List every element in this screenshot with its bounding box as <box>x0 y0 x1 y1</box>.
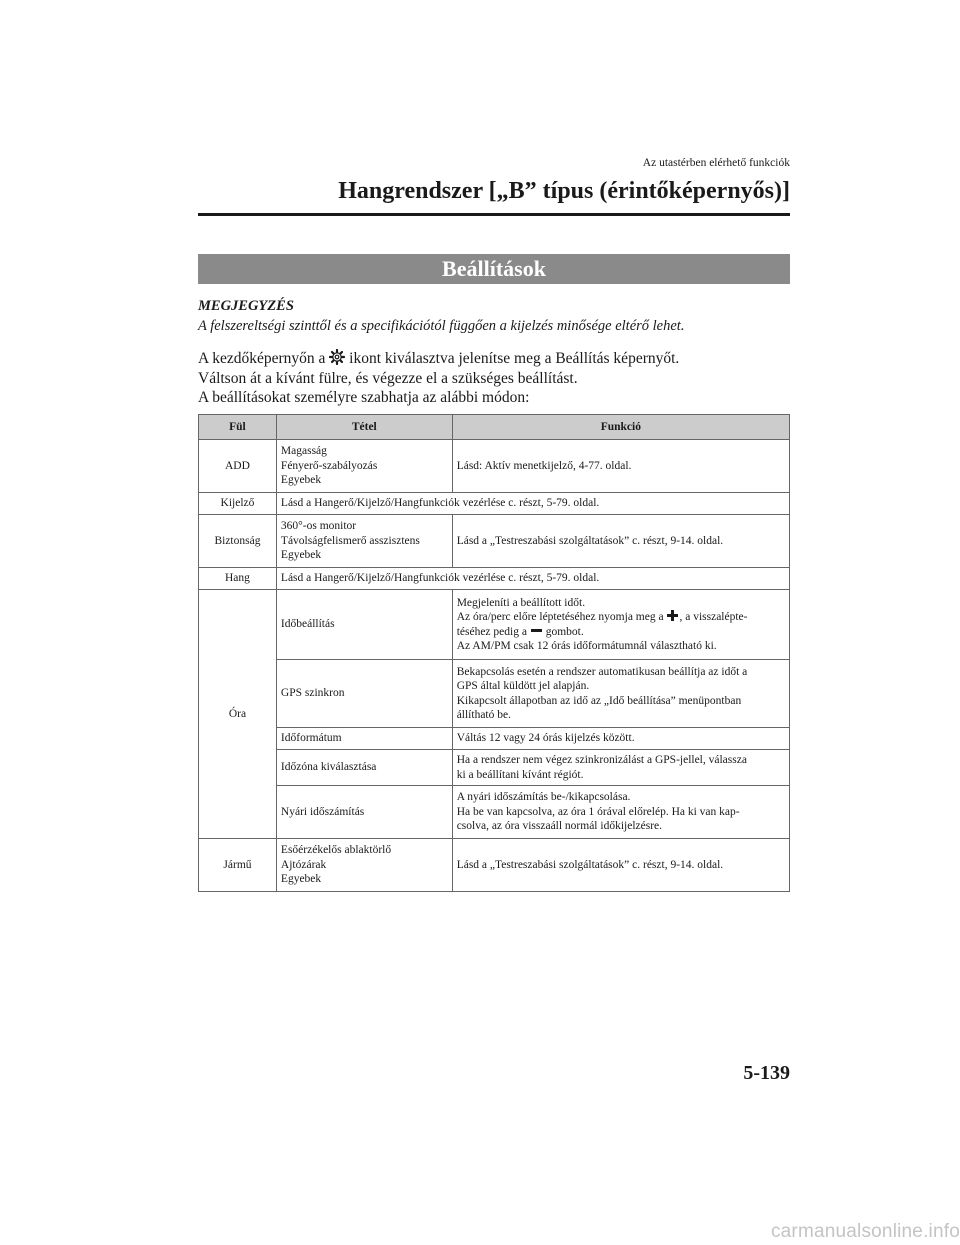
function-line: ki a beállítani kívánt régiót. <box>456 768 584 781</box>
table-row <box>199 786 790 839</box>
item-cell <box>276 839 452 892</box>
function-cell: Váltás 12 vagy 24 órás kijelzés között. <box>452 728 789 750</box>
intro-text: A kezdőképernyőn a <box>198 350 326 367</box>
table-row <box>199 515 790 568</box>
item-line: Távolságfelismerő asszisztens <box>280 534 420 547</box>
plus-icon <box>667 610 678 621</box>
page-title: Hangrendszer [„B” típus (érintőképernyős)] <box>338 178 790 204</box>
intro-line-2: Váltson át a kívánt fülre, és végezze el a szükséges beállítást. <box>198 369 578 387</box>
function-line: Ha be van kapcsolva, az óra 1 órával előrelép. Ha ki van kap- <box>456 805 740 818</box>
table-row <box>199 590 790 660</box>
table-row <box>199 839 790 892</box>
function-cell <box>452 750 789 786</box>
item-line: Egyebek <box>280 873 322 886</box>
item-line: Esőérzékelős ablaktörlő <box>280 844 392 857</box>
function-line <box>457 625 785 640</box>
item-cell: Időzóna kiválasztása <box>276 750 452 786</box>
header-function: Funkció <box>452 415 789 440</box>
function-cell <box>452 590 789 660</box>
function-line: A nyári időszámítás be-/kikapcsolása. <box>456 791 631 804</box>
settings-table <box>198 414 790 892</box>
intro-line-3: A beállításokat személyre szabhatja az alábbi módon: <box>198 389 530 406</box>
item-cell <box>276 440 452 493</box>
function-cell <box>452 786 789 839</box>
function-line: Megjeleníti a beállított időt. <box>456 596 586 609</box>
function-line: Az AM/PM csak 12 órás időformátumnál választható ki. <box>456 640 717 652</box>
page-number: 5-139 <box>743 1062 790 1084</box>
item-cell <box>276 515 452 568</box>
tab-cell: Kijelző <box>199 493 277 515</box>
table-row <box>199 728 790 750</box>
item-line: Egyebek <box>280 474 322 487</box>
function-cell: Lásd: Aktív menetkijelző, 4-77. oldal. <box>452 440 789 493</box>
function-line: csolva, az óra visszaáll normál időkijelzésre. <box>456 820 663 833</box>
merged-cell: Lásd a Hangerő/Kijelző/Hangfunkciók vezérlése c. részt, 5-79. oldal. <box>276 493 789 515</box>
tab-cell: ADD <box>199 440 277 493</box>
intro-line-1 <box>198 349 790 369</box>
merged-cell: Lásd a Hangerő/Kijelző/Hangfunkciók vezérlése c. részt, 5-79. oldal. <box>276 568 789 590</box>
table-row <box>199 440 790 493</box>
item-line: Magasság <box>280 445 327 458</box>
item-line: Egyebek <box>280 549 322 562</box>
note-text: A felszereltségi szinttől és a specifikációtól függően a kijelzés minősége eltérő lehet. <box>198 318 685 334</box>
function-cell <box>452 660 789 728</box>
item-line: Fényerő-szabályozás <box>280 459 378 472</box>
function-text: Az óra/perc előre léptetéséhez nyomja meg a <box>456 611 664 623</box>
function-line: Ha a rendszer nem végez szinkronizálást a GPS-jellel, válassza <box>456 754 747 766</box>
item-line: 360°-os monitor <box>280 520 357 533</box>
function-cell: Lásd a „Testreszabási szolgáltatások” c. részt, 9-14. oldal. <box>452 839 789 892</box>
table-row <box>199 493 790 515</box>
item-cell: GPS szinkron <box>276 660 452 728</box>
function-cell: Lásd a „Testreszabási szolgáltatások” c. részt, 9-14. oldal. <box>452 515 789 568</box>
function-text: , a visszalépte- <box>679 611 748 623</box>
note-heading: MEGJEGYZÉS <box>198 298 294 314</box>
table-row <box>199 568 790 590</box>
gear-icon <box>329 349 345 365</box>
item-cell: Időformátum <box>276 728 452 750</box>
function-text: téséhez pedig a <box>456 625 527 638</box>
item-cell: Nyári időszámítás <box>276 786 452 839</box>
watermark: carmanualsonline.info <box>770 1221 960 1242</box>
intro-paragraph <box>198 349 790 408</box>
tab-cell: Hang <box>199 568 277 590</box>
header-item: Tétel <box>276 415 452 440</box>
table-header-row <box>199 415 790 440</box>
table-row <box>199 750 790 786</box>
section-label: Az utastérben elérhető funkciók <box>642 157 790 169</box>
function-line: állítható be. <box>456 709 511 721</box>
section-band-title: Beállítások <box>198 254 790 284</box>
tab-cell: Óra <box>199 590 277 839</box>
function-line <box>457 610 785 625</box>
function-line: Bekapcsolás esetén a rendszer automatikusan beállítja az időt a <box>456 665 748 678</box>
table-row <box>199 660 790 728</box>
header-tab: Fül <box>199 415 277 440</box>
function-line: Kikapcsolt állapotban az idő az „Idő beállítása” menüpontban <box>456 694 742 707</box>
item-cell: Időbeállítás <box>276 590 452 660</box>
tab-cell: Biztonság <box>199 515 277 568</box>
minus-icon <box>531 629 542 632</box>
function-text: gombot. <box>545 625 584 638</box>
item-line: Ajtózárak <box>280 858 327 871</box>
title-rule <box>198 213 790 216</box>
intro-text: ikont kiválasztva jelenítse meg a Beállítás képernyőt. <box>349 350 680 367</box>
tab-cell: Jármű <box>199 839 277 892</box>
function-line: GPS által küldött jel alapján. <box>456 680 590 692</box>
